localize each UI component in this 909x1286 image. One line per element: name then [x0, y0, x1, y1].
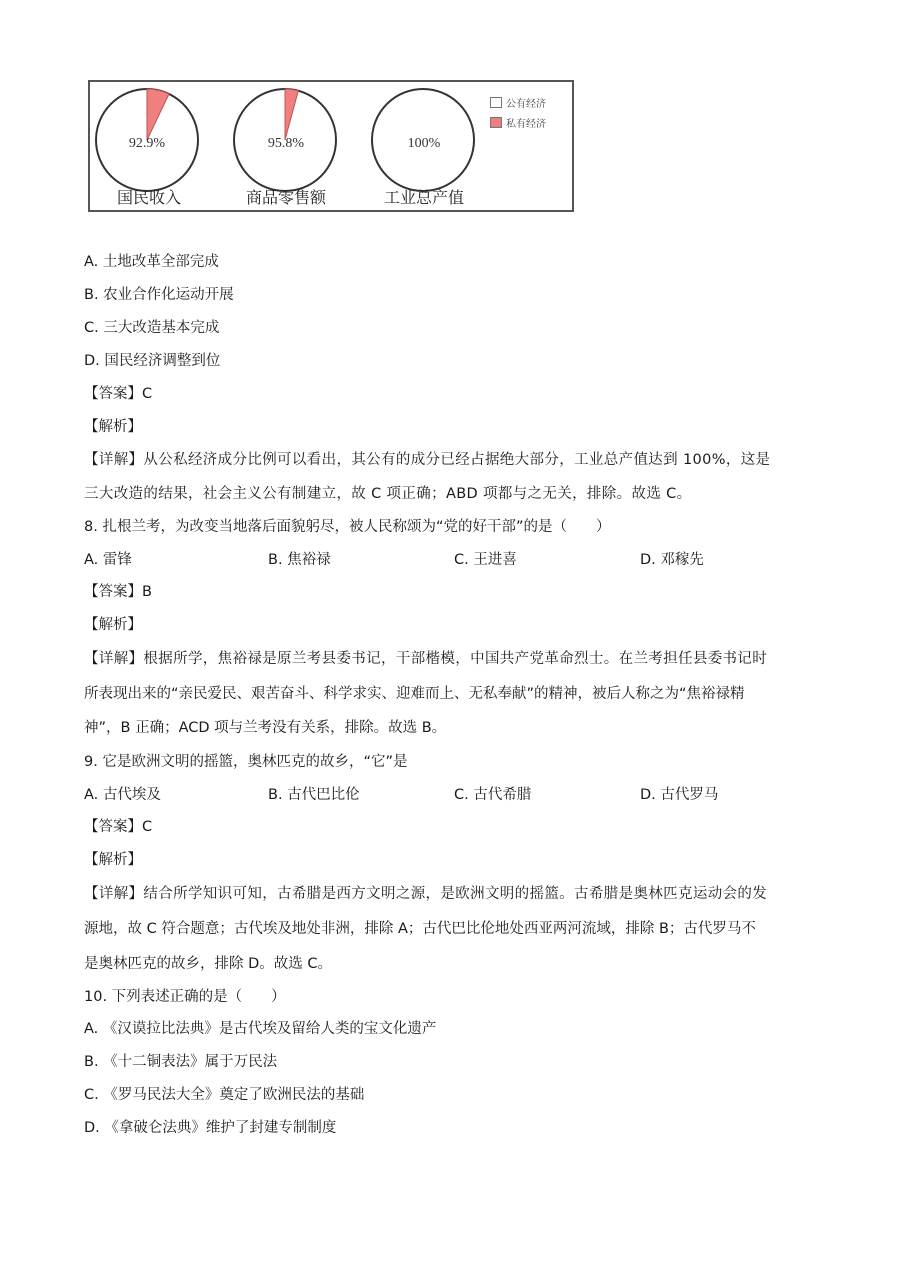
- q8-option-a: A. 雷锋: [84, 552, 132, 568]
- q9-analysis-tag: 【解析】: [84, 852, 142, 868]
- pie-caption-industrial-output: 工业总产值: [383, 188, 464, 207]
- q9-detail-line-1: [84, 884, 767, 904]
- detail-text: 从公私经济成分比例可以看出，其公有的成分已经占据绝大部分，工业总产值达到 100%，这是: [143, 452, 771, 468]
- q9-detail-line-3: 是奥林匹克的故乡，排除 D。故选 C。: [84, 956, 333, 972]
- q9-option-b: B. 古代巴比伦: [268, 787, 360, 803]
- q7-analysis-tag: 【解析】: [84, 419, 142, 435]
- detail-text: 根据所学，焦裕禄是原兰考县委书记，干部楷模，中国共产党革命烈士。在兰考担任县委书记时: [143, 651, 768, 667]
- answer-value: C: [142, 819, 153, 835]
- q7-option-b: B. 农业合作化运动开展: [84, 287, 234, 303]
- q7-option-d: D. 国民经济调整到位: [84, 353, 221, 369]
- q9-option-d: D. 古代罗马: [640, 787, 719, 803]
- answer-value: B: [142, 584, 152, 600]
- q9-option-a: A. 古代埃及: [84, 787, 161, 803]
- q8-option-c: C. 王进喜: [454, 552, 517, 568]
- detail-tag: 【详解】: [84, 452, 144, 468]
- legend-swatch-private: [490, 117, 502, 128]
- q9-detail-line-2: 源地，故 C 符合题意；古代埃及地处非洲，排除 A；古代巴比伦地处西亚两河流域，排除 B；古代罗马不: [84, 921, 756, 937]
- q10-option-c: C. 《罗马民法大全》奠定了欧洲民法的基础: [84, 1087, 365, 1103]
- pie-caption-retail-sales: 商品零售额: [245, 188, 326, 207]
- detail-tag: 【详解】: [84, 651, 144, 667]
- q7-option-a: A. 土地改革全部完成: [84, 254, 219, 270]
- legend-item-public: [490, 92, 570, 112]
- q7-detail-line-2: 三大改造的结果，社会主义公有制建立，故 C 项正确；ABD 项都与之无关，排除。故选 C。: [84, 486, 692, 502]
- q10-option-d: D. 《拿破仑法典》维护了封建专制制度: [84, 1120, 337, 1136]
- q8-detail-line-1: [84, 649, 767, 669]
- answer-tag: 【答案】: [84, 386, 142, 402]
- q10-option-b: B. 《十二铜表法》属于万民法: [84, 1054, 278, 1070]
- q9-answer-line: [84, 817, 152, 837]
- answer-tag: 【答案】: [84, 584, 142, 600]
- q9-question: 9. 它是欧洲文明的摇篮，奥林匹克的故乡，“它”是: [84, 754, 408, 770]
- detail-tag: 【详解】: [84, 886, 144, 902]
- q10-option-a: A. 《汉谟拉比法典》是古代埃及留给人类的宝文化遗产: [84, 1021, 437, 1037]
- legend-label-private: 私有经济: [506, 118, 546, 130]
- q8-option-b: B. 焦裕禄: [268, 552, 331, 568]
- q8-option-d: D. 邓稼先: [640, 552, 704, 568]
- q7-option-c: C. 三大改造基本完成: [84, 320, 220, 336]
- answer-value: C: [142, 386, 153, 402]
- legend-swatch-public: [490, 97, 502, 108]
- q9-option-c: C. 古代希腊: [454, 787, 532, 803]
- pie-value-retail-sales: 95.8%: [267, 136, 305, 151]
- q7-detail-line-1: [84, 450, 770, 470]
- q7-answer-line: [84, 384, 152, 404]
- legend-label-public: 公有经济: [506, 98, 546, 110]
- q8-detail-line-2: 所表现出来的“亲民爱民、艰苦奋斗、科学求实、迎难而上、无私奉献”的精神，被后人称之为“焦裕禄精: [84, 686, 745, 702]
- pie-legend: [490, 92, 570, 132]
- detail-text: 结合所学知识可知，古希腊是西方文明之源，是欧洲文明的摇篮。古希腊是奥林匹克运动会的发: [143, 886, 768, 902]
- pie-chart-figure: [88, 80, 574, 212]
- legend-item-private: [490, 112, 570, 132]
- answer-tag: 【答案】: [84, 819, 142, 835]
- q8-detail-line-3: 神”，B 正确；ACD 项与兰考没有关系，排除。故选 B。: [84, 720, 447, 736]
- pie-caption-national-income: 国民收入: [116, 188, 181, 207]
- pie-value-industrial-output: 100%: [407, 136, 441, 151]
- q10-question: 10. 下列表述正确的是（ ）: [84, 989, 286, 1005]
- pie-value-national-income: 92.9%: [128, 136, 166, 151]
- q8-question: 8. 扎根兰考，为改变当地落后面貌躬尽，被人民称颂为“党的好干部”的是（ ）: [84, 519, 611, 535]
- q8-answer-line: [84, 582, 152, 602]
- q8-analysis-tag: 【解析】: [84, 617, 142, 633]
